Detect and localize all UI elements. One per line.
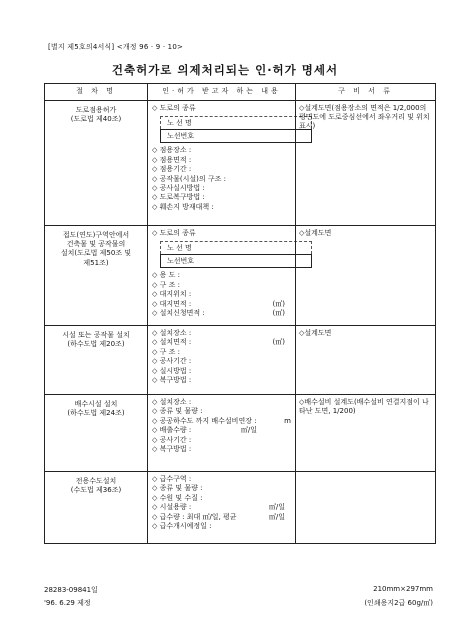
enactment-date: '96. 6.29 제정: [44, 599, 91, 607]
col-header-docs: 구 비 서 류: [296, 84, 436, 101]
road-type-label: ◇ 도로의 종류: [152, 104, 196, 112]
list-item: ◇ 설치신청면적 : (㎡): [152, 308, 285, 317]
col-header-content: 인·허가 받고자 하는 내용: [148, 84, 296, 101]
procedure-cell: 접도(연도)구역안에서 건축물 및 공작물의 설치(도로법 제50조 및 제51조): [45, 226, 148, 326]
list-item: ◇ 복구방법 :: [152, 444, 192, 453]
col-header-procedure: 절 차 명: [45, 84, 148, 101]
page-title: 건축허가로 의제처리되는 인·허가 명세서: [111, 63, 339, 77]
list-item: ◇ 종류 및 물량 :: [152, 407, 203, 416]
list-item: ◇ 종류 및 물량 :: [152, 484, 203, 493]
form-reference: [별지 제5호의4서식] <개정 96 · 9 · 10>: [48, 43, 184, 51]
table-row: [45, 472, 436, 544]
road-info-box: [160, 241, 312, 268]
list-item: ◇ 용 도 :: [152, 271, 180, 280]
table-row: [45, 326, 436, 395]
content-cell: [148, 226, 296, 326]
list-item: ◇ 도로복구방법 :: [152, 193, 205, 202]
list-item: ◇ 점용장소 :: [152, 146, 192, 155]
list-item: ◇ 대지위치 :: [152, 290, 192, 299]
road-name-label: 노 선 명: [161, 117, 312, 130]
list-item: ◇ 복구방법 :: [152, 375, 192, 384]
list-item: ◇ 수원 및 수질 :: [152, 493, 203, 502]
permit-table: [44, 83, 436, 544]
table-row: [45, 395, 436, 472]
content-cell: [148, 101, 296, 226]
list-item: ◇ 점용면적 :: [152, 155, 192, 164]
road-number-label: 노선번호: [161, 130, 312, 143]
list-item: ◇ 설치장소 :: [152, 398, 192, 406]
list-item: ◇ 대지면적 : (㎡): [152, 299, 285, 308]
list-item: ◇ 공사기간 :: [152, 357, 192, 366]
list-item: ◇ 실시방법 :: [152, 366, 192, 375]
table-row: [45, 226, 436, 326]
list-item: ◇ 공사기간 :: [152, 435, 192, 444]
list-item: ◇ 급수개시예정일 :: [152, 521, 212, 530]
list-item: ◇ 공공하수도 까지 배수설비연장 : m: [152, 416, 291, 425]
list-item: ◇ 설치장소 :: [152, 329, 192, 337]
form-code: 28283-09841일: [44, 586, 98, 594]
list-item: ◇ 훼손지 방재대책 :: [152, 202, 214, 211]
procedure-cell: 시설 또는 공작물 설치 (하수도법 제20조): [45, 326, 148, 395]
procedure-cell: 도로점용허가 (도로법 제40조): [45, 101, 148, 226]
procedure-cell: 배수시설 설치 (하수도법 제24조): [45, 395, 148, 472]
list-item: ◇ 시설용량 : ㎥/일: [152, 503, 285, 512]
docs-cell: ◇설계도면(점용장소의 면적은 1/2,000의 평면도에 도로중심선에서 좌우거리 및 위치 표시): [296, 101, 436, 226]
paper-size: 210mm×297mm: [373, 585, 433, 593]
list-item: ◇ 배출수량 : ㎥/일: [152, 426, 257, 435]
content-cell: [148, 395, 296, 472]
docs-cell: [296, 472, 436, 544]
list-item: ◇ 급수구역 :: [152, 475, 192, 483]
list-item: ◇ 구 조 :: [152, 280, 180, 289]
table-row: [45, 101, 436, 226]
list-item: ◇ 설치면적 : (㎡): [152, 338, 285, 347]
list-item: ◇ 공사실시방법 :: [152, 183, 205, 192]
content-cell: [148, 472, 296, 544]
docs-cell: ◇배수설비 설계도(배수설비 연결지점이 나타난 도면, 1/200): [296, 395, 436, 472]
paper-spec: (인쇄용지2급 60g/㎡): [364, 599, 433, 607]
procedure-cell: 전용수도설치 (수도법 제36조): [45, 472, 148, 544]
header-row: [45, 84, 436, 101]
docs-cell: ◇설계도면: [296, 226, 436, 326]
road-info-box: [160, 116, 312, 143]
list-item: ◇ 구 조 :: [152, 347, 180, 356]
list-item: ◇ 공작물(시설)의 구조 :: [152, 174, 226, 183]
road-number-label: 노선번호: [161, 255, 312, 268]
road-type-label: ◇ 도로의 종류: [152, 229, 196, 237]
list-item: ◇ 급수량 : 최대 ㎥/일, 평균 ㎥/일: [152, 512, 285, 521]
docs-cell: ◇설계도면: [296, 326, 436, 395]
list-item: ◇ 점용기간 :: [152, 165, 192, 174]
content-cell: [148, 326, 296, 395]
road-name-label: 노 선 명: [161, 242, 312, 255]
